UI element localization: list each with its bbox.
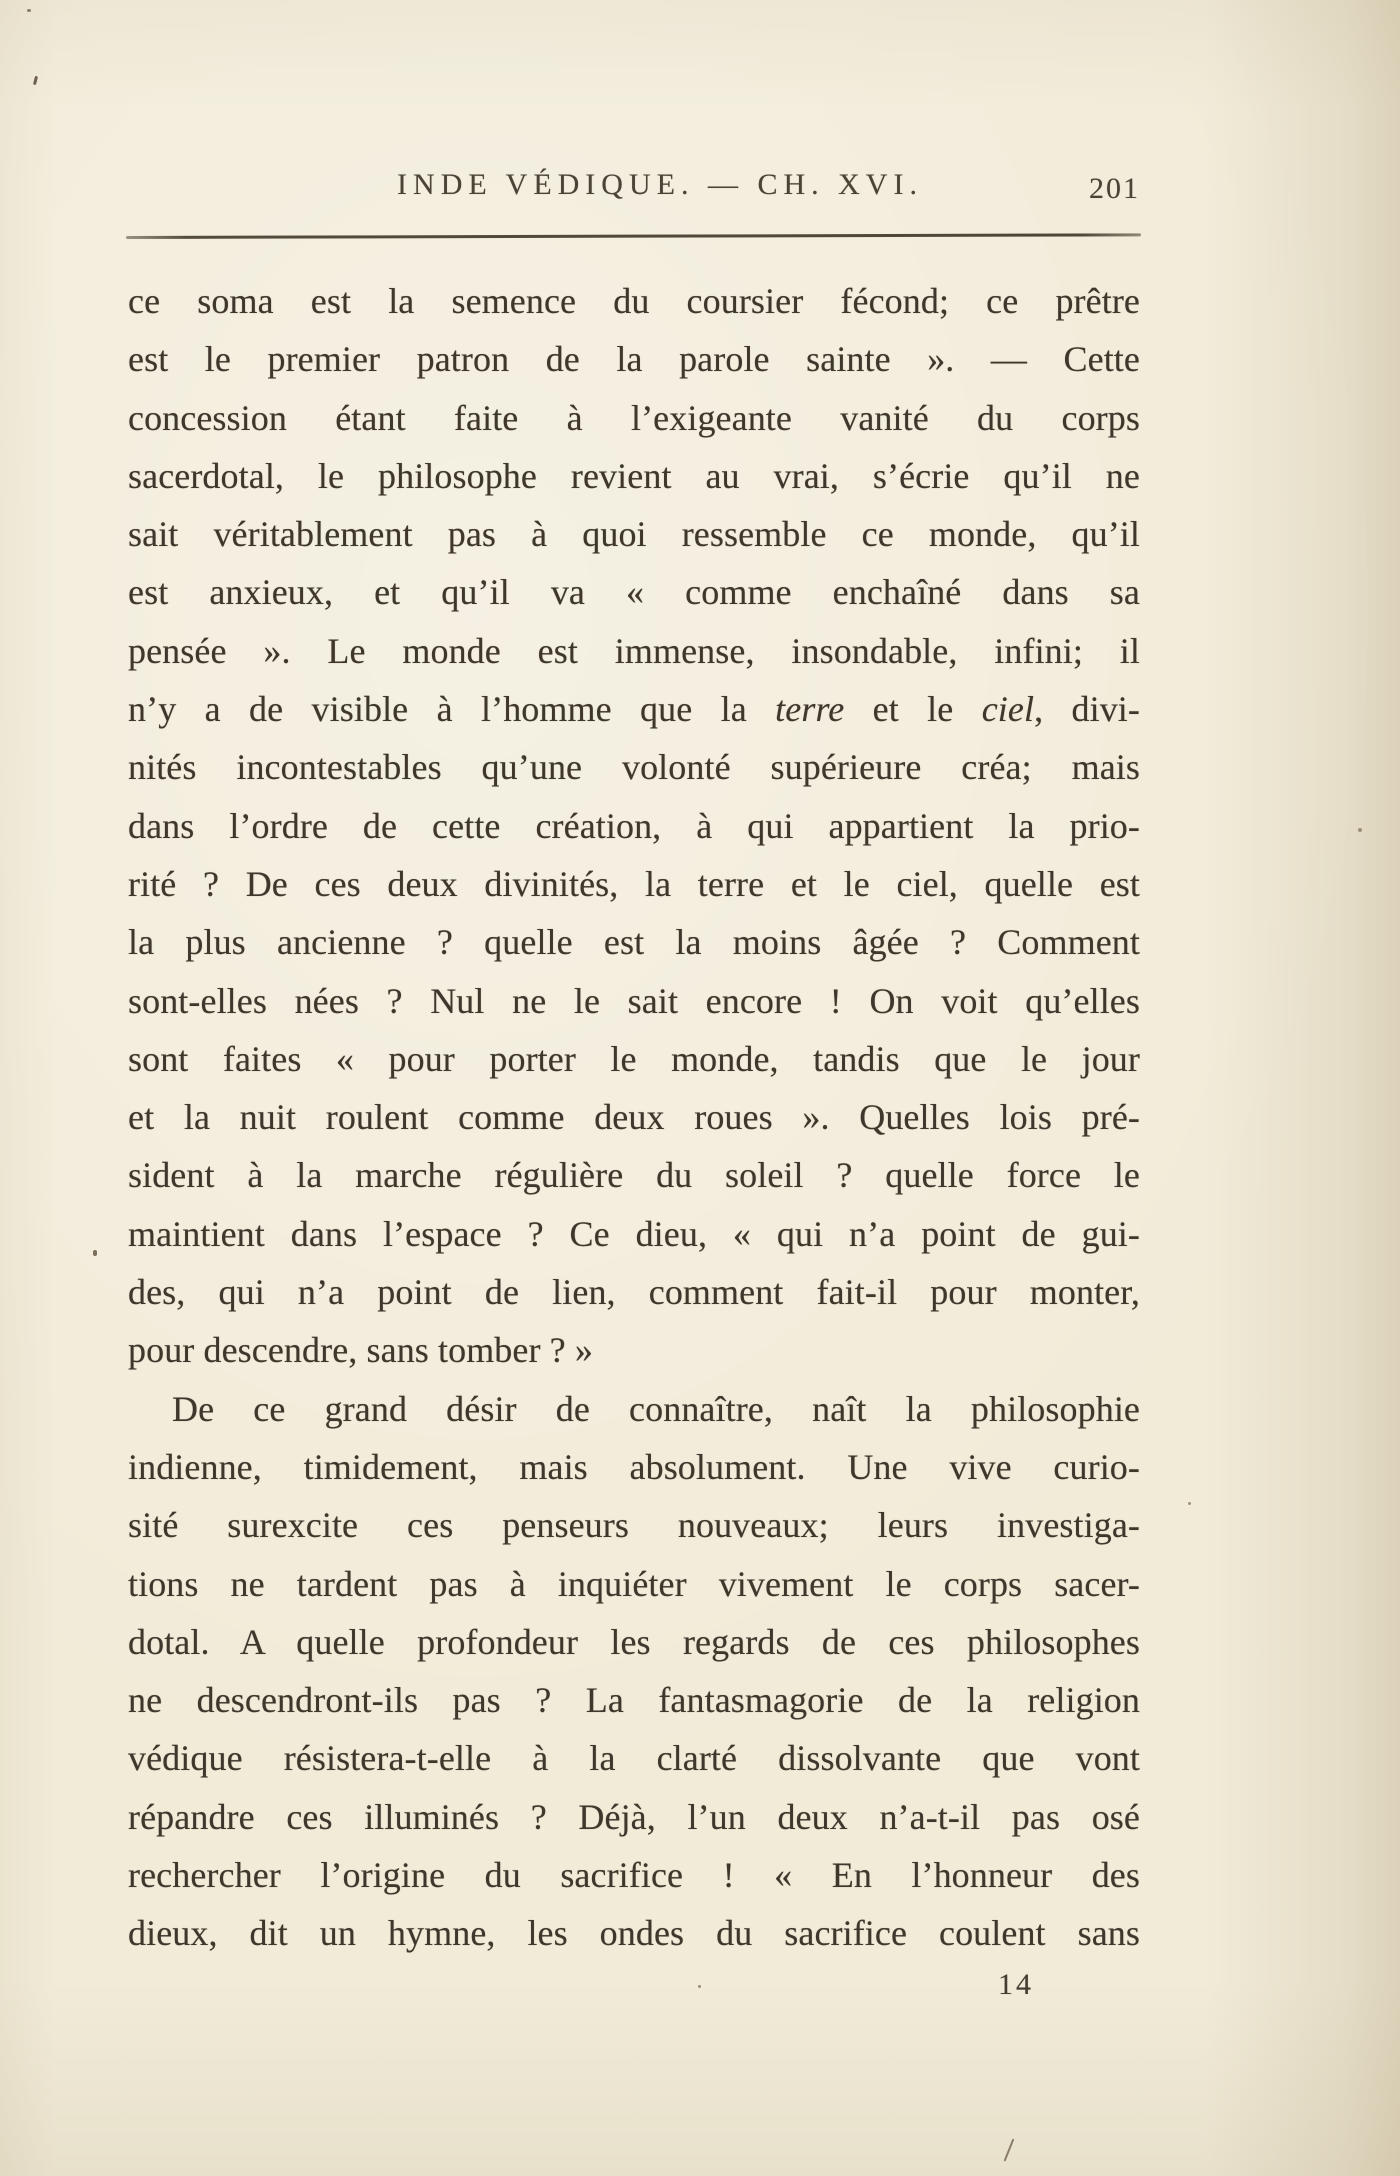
text-segment: De ce grand désir de connaître, naît la philosophie — [172, 1388, 1140, 1429]
text-line — [128, 1671, 1140, 1729]
paper-speck — [93, 1250, 97, 1256]
text-line — [128, 855, 1140, 913]
text-line — [128, 680, 1140, 738]
text-segment: nités incontestables qu’une volonté supérieure créa; mais — [128, 747, 1140, 788]
text-line — [128, 1496, 1140, 1554]
text-line — [128, 913, 1140, 971]
text-segment: sité surexcite ces penseurs nouveaux; leurs investiga- — [128, 1505, 1140, 1546]
text-line — [128, 1846, 1140, 1904]
text-segment: dans l’ordre de cette création, à qui appartient la prio- — [128, 805, 1140, 846]
text-line — [128, 1613, 1140, 1671]
text-line — [128, 272, 1140, 330]
text-segment: sait véritablement pas à quoi ressemble ce monde, qu’il — [128, 514, 1140, 555]
running-header — [128, 168, 1140, 212]
text-line — [128, 1729, 1140, 1787]
header-rule — [126, 233, 1141, 239]
body-text — [128, 272, 1140, 1963]
text-line — [128, 797, 1140, 855]
paper-speck — [698, 1985, 701, 1988]
text-segment: la plus ancienne ? quelle est la moins âgée ? Comment — [128, 922, 1140, 963]
text-line — [128, 1380, 1140, 1438]
paper-speck — [1188, 1502, 1191, 1505]
text-line — [128, 738, 1140, 796]
text-segment: tions ne tardent pas à inquiéter vivement le corps sacer- — [128, 1563, 1140, 1604]
text-line — [128, 447, 1140, 505]
text-segment: des, qui n’a point de lien, comment fait-il pour monter, — [128, 1272, 1140, 1313]
text-line — [128, 1263, 1140, 1321]
text-line — [128, 1904, 1140, 1962]
text-segment: ne descendront-ils pas ? La fantasmagorie de la religion — [128, 1680, 1140, 1721]
text-line — [128, 1438, 1140, 1496]
text-segment: pensée ». Le monde est immense, insondable, infini; il — [128, 630, 1140, 671]
signature-mark: 14 — [998, 1968, 1034, 2001]
text-segment: et le — [844, 689, 982, 730]
paper-speck — [1004, 2138, 1015, 2161]
text-segment: dotal. A quelle profondeur les regards de ces philosophes — [128, 1621, 1140, 1662]
text-line — [128, 972, 1140, 1030]
text-line — [128, 1321, 1140, 1379]
text-segment: est anxieux, et qu’il va « comme enchaîné dans sa — [128, 572, 1140, 613]
text-line — [128, 330, 1140, 388]
page-number: 201 — [1089, 172, 1140, 205]
text-line — [128, 1205, 1140, 1263]
text-line — [128, 563, 1140, 621]
text-segment: , divi- — [1034, 689, 1140, 730]
italic-term: ciel — [981, 689, 1035, 730]
text-segment: indienne, timidement, mais absolument. Une vive curio- — [128, 1446, 1140, 1487]
text-segment: dieux, dit un hymne, les ondes du sacrifice coulent sans — [128, 1913, 1140, 1954]
text-segment: rechercher l’origine du sacrifice ! « En l’honneur des — [128, 1855, 1140, 1896]
text-line — [128, 1146, 1140, 1204]
text-segment: sacerdotal, le philosophe revient au vrai, s’écrie qu’il ne — [128, 455, 1140, 496]
paper-speck — [1358, 828, 1362, 832]
text-segment: maintient dans l’espace ? Ce dieu, « qui n’a point de gui- — [128, 1213, 1140, 1254]
paper-speck — [27, 9, 31, 12]
text-segment: sont-elles nées ? Nul ne le sait encore ! On voit qu’elles — [128, 980, 1140, 1021]
text-segment: et la nuit roulent comme deux roues ». Quelles lois pré- — [128, 1097, 1140, 1138]
text-line — [128, 1788, 1140, 1846]
text-line — [128, 622, 1140, 680]
text-segment: pour descendre, sans tomber ? » — [128, 1330, 593, 1371]
text-segment: concession étant faite à l’exigeante vanité du corps — [128, 397, 1140, 438]
text-segment: sont faites « pour porter le monde, tandis que le jour — [128, 1038, 1140, 1079]
text-segment: rité ? De ces deux divinités, la terre et le ciel, quelle est — [128, 863, 1140, 904]
italic-term: terre — [775, 689, 845, 730]
text-line — [128, 389, 1140, 447]
text-segment: est le premier patron de la parole sainte ». — Cette — [128, 339, 1140, 380]
text-line — [128, 505, 1140, 563]
text-segment: sident à la marche régulière du soleil ? quelle force le — [128, 1155, 1140, 1196]
text-line — [128, 1555, 1140, 1613]
text-segment: védique résistera-t-elle à la clarté dissolvante que vont — [128, 1738, 1140, 1779]
text-line — [128, 1030, 1140, 1088]
text-line — [128, 1088, 1140, 1146]
text-segment: n’y a de visible à l’homme que la — [128, 689, 776, 730]
text-segment: ce soma est la semence du coursier fécond; ce prêtre — [128, 281, 1140, 321]
paper-speck — [33, 76, 38, 85]
text-segment: répandre ces illuminés ? Déjà, l’un deux n’a-t-il pas osé — [128, 1796, 1140, 1837]
page-title: INDE VÉDIQUE. — CH. XVI. — [397, 168, 923, 201]
